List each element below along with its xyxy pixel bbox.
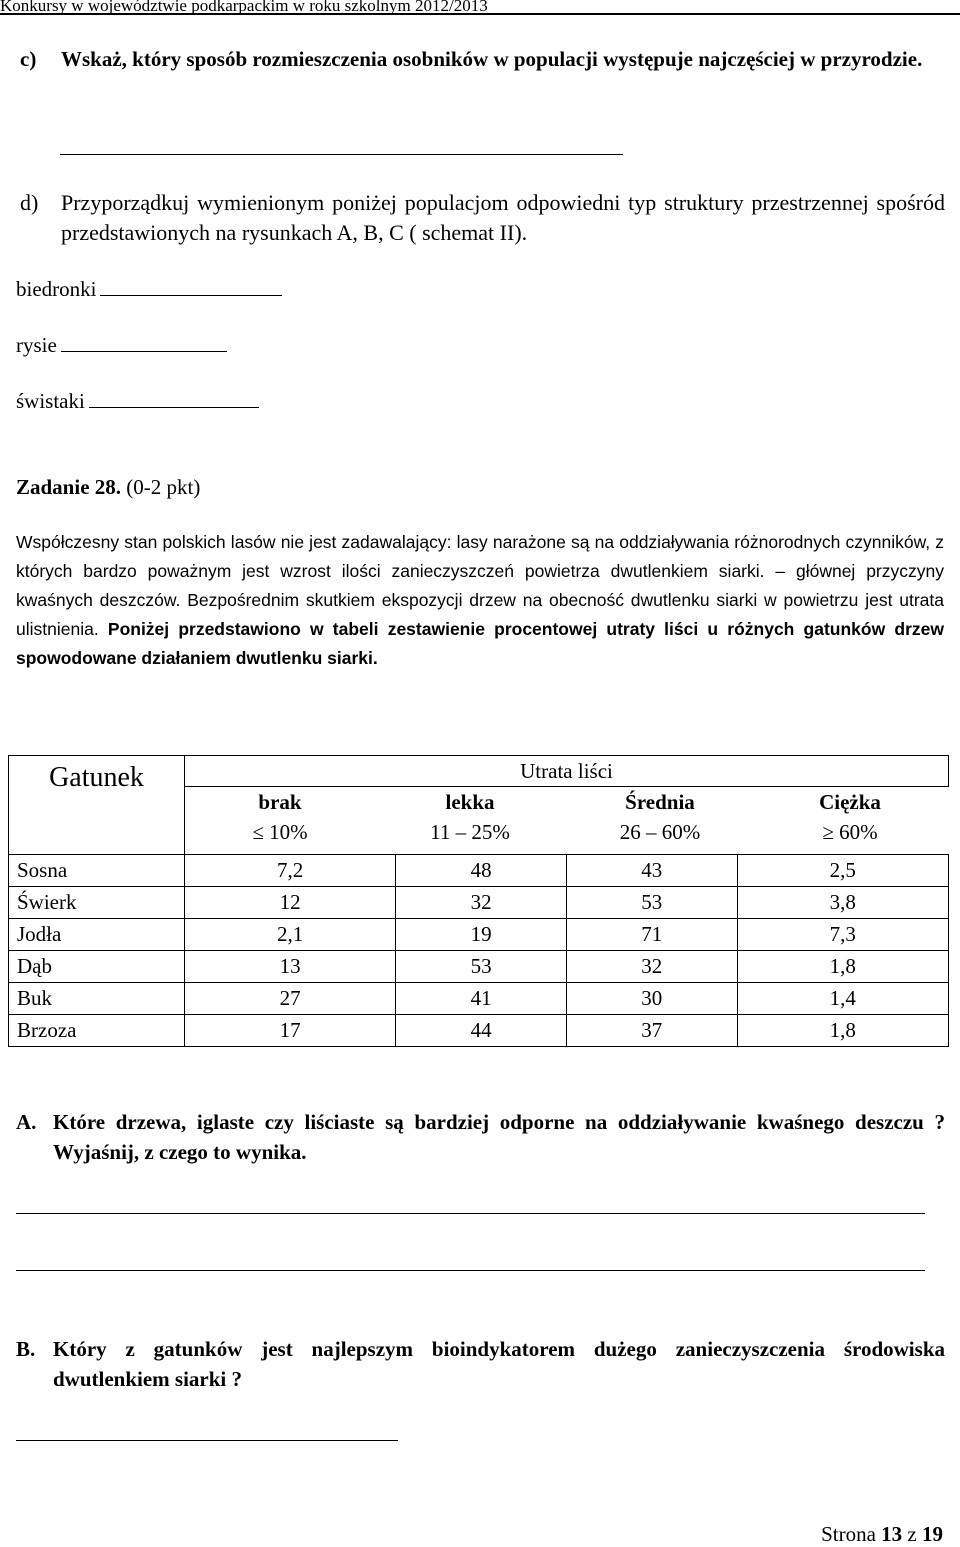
value-cell: 32 bbox=[396, 887, 567, 919]
value-cell: 3,8 bbox=[737, 887, 948, 919]
species-cell: Dąb bbox=[9, 951, 185, 983]
value-cell: 27 bbox=[185, 983, 396, 1015]
value-cell: 41 bbox=[396, 983, 567, 1015]
value-cell: 17 bbox=[185, 1015, 396, 1047]
value-cell: 30 bbox=[566, 983, 737, 1015]
footer-total: 19 bbox=[922, 1522, 943, 1546]
species-cell: Sosna bbox=[9, 855, 185, 887]
header-text: Konkursy w województwie podkarpackim w roku szkolnym 2012/2013 bbox=[0, 0, 488, 15]
answer-swistaki bbox=[16, 387, 259, 415]
question-A-label: A. bbox=[16, 1110, 37, 1134]
page-header bbox=[0, 0, 960, 16]
question-B-text: Który z gatunków jest najlepszym bioindykatorem dużego zanieczyszczenia środowiska dwutlenkiem siarki ? bbox=[53, 1337, 945, 1391]
value-cell: 53 bbox=[396, 951, 567, 983]
answer-blank[interactable] bbox=[100, 277, 282, 296]
species-cell: Jodła bbox=[9, 919, 185, 951]
answer-blank[interactable] bbox=[61, 333, 227, 352]
value-cell: 1,8 bbox=[737, 951, 948, 983]
task-heading bbox=[16, 473, 200, 501]
question-B bbox=[16, 1334, 945, 1398]
table-row bbox=[9, 855, 949, 887]
value-cell: 44 bbox=[396, 1015, 567, 1047]
value-cell: 53 bbox=[566, 887, 737, 919]
question-c-text: Wskaż, który sposób rozmieszczenia osobników w populacji występuje najczęściej w przyrodzie. bbox=[61, 47, 923, 71]
answer-blank[interactable] bbox=[89, 389, 259, 408]
question-c bbox=[20, 44, 945, 108]
col-header-lekka bbox=[375, 787, 565, 847]
value-cell: 19 bbox=[396, 919, 567, 951]
footer-prefix: Strona bbox=[821, 1522, 876, 1546]
col-name: lekka bbox=[445, 790, 495, 814]
value-cell: 1,4 bbox=[737, 983, 948, 1015]
question-c-label: c) bbox=[20, 47, 37, 71]
answer-line-B[interactable] bbox=[16, 1440, 398, 1441]
col-name: Średnia bbox=[625, 790, 695, 814]
col-range: 11 – 25% bbox=[430, 820, 510, 844]
value-cell: 37 bbox=[566, 1015, 737, 1047]
answer-line-c bbox=[60, 154, 623, 155]
intro-table-caption: Poniżej przedstawiono w tabeli zestawienie procentowej utraty liści u różnych gatunków drzew spowodowane działaniem dwutlenku siarki. bbox=[16, 619, 944, 668]
species-cell: Świerk bbox=[9, 887, 185, 919]
answer-rysie bbox=[16, 331, 227, 359]
value-cell: 48 bbox=[396, 855, 567, 887]
intro-paragraph: Współczesny stan polskich lasów nie jest zadawalający: lasy narażone są na oddziaływania różnorodnych czynników, z których bardzo poważnym jest wzrost ilości zanieczyszczeń powietrza dwutlenkiem siarki. – głównej przyczyny kwaśnych deszczów. Bezpośrednim skutkiem ekspozycji drzew na obecność dwutlenku siarki w powietrzu jest utrata ulistnienia. bbox=[16, 532, 944, 639]
col-header-brak bbox=[185, 787, 375, 847]
footer-page: 13 bbox=[881, 1522, 903, 1546]
value-cell: 13 bbox=[185, 951, 396, 983]
gatunek-header: Gatunek bbox=[9, 756, 185, 855]
answer-line-A1[interactable] bbox=[16, 1213, 925, 1214]
value-cell: 12 bbox=[185, 887, 396, 919]
answer-biedronki bbox=[16, 275, 282, 303]
species-cell: Buk bbox=[9, 983, 185, 1015]
answer-label: biedronki bbox=[16, 277, 97, 301]
answer-label: rysie bbox=[16, 333, 57, 357]
question-d-label: d) bbox=[20, 190, 39, 215]
table-row bbox=[9, 951, 949, 983]
value-cell: 1,8 bbox=[737, 1015, 948, 1047]
col-name: Ciężka bbox=[819, 790, 881, 814]
page-footer bbox=[821, 1522, 943, 1547]
col-name: brak bbox=[258, 790, 302, 814]
col-header-srednia bbox=[565, 787, 755, 847]
question-d bbox=[20, 188, 945, 252]
question-A bbox=[16, 1107, 945, 1171]
question-A-text: Które drzewa, iglaste czy liściaste są bardziej odporne na oddziaływanie kwaśnego deszczu ? Wyjaśnij, z czego to wynika. bbox=[53, 1110, 945, 1164]
value-cell: 71 bbox=[566, 919, 737, 951]
col-range: ≤ 10% bbox=[252, 820, 308, 844]
question-d-text: Przyporządkuj wymienionym poniżej populacjom odpowiedni typ struktury przestrzennej spośród przedstawionych na rysunkach A, B, C ( schemat II). bbox=[61, 190, 945, 245]
col-range: ≥ 60% bbox=[822, 820, 878, 844]
column-headers bbox=[185, 787, 949, 855]
value-cell: 7,2 bbox=[185, 855, 396, 887]
header-rule bbox=[0, 13, 960, 15]
value-cell: 2,1 bbox=[185, 919, 396, 951]
leaf-loss-table bbox=[8, 755, 949, 1047]
table-row bbox=[9, 919, 949, 951]
question-B-label: B. bbox=[16, 1337, 36, 1361]
value-cell: 7,3 bbox=[737, 919, 948, 951]
footer-sep: z bbox=[907, 1522, 917, 1546]
value-cell: 43 bbox=[566, 855, 737, 887]
task-points: (0-2 pkt) bbox=[126, 475, 201, 499]
intro-text bbox=[16, 528, 944, 673]
answer-label: świstaki bbox=[16, 389, 85, 413]
table-row bbox=[9, 887, 949, 919]
col-header-ciezka bbox=[755, 787, 945, 847]
species-cell: Brzoza bbox=[9, 1015, 185, 1047]
col-range: 26 – 60% bbox=[619, 820, 701, 844]
table-row bbox=[9, 983, 949, 1015]
table-row bbox=[9, 1015, 949, 1047]
utrata-header: Utrata liści bbox=[185, 756, 949, 787]
value-cell: 32 bbox=[566, 951, 737, 983]
answer-line-A2[interactable] bbox=[16, 1270, 925, 1271]
value-cell: 2,5 bbox=[737, 855, 948, 887]
task-title: Zadanie 28. bbox=[16, 475, 122, 499]
